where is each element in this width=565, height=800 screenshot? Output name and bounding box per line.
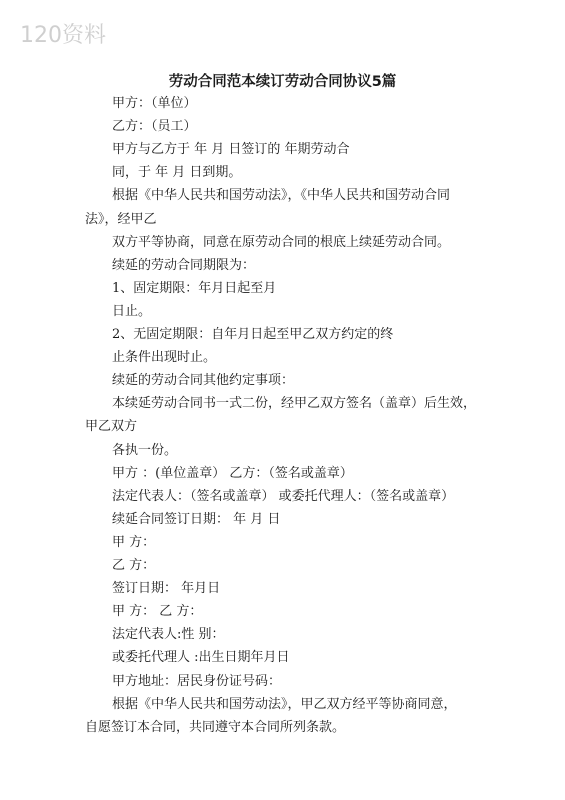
body-line: 续延的劳动合同期限为： <box>112 257 256 273</box>
document-title: 劳动合同范本续订劳动合同协议5篇 <box>168 74 397 90</box>
body-line: 根据《中华人民共和国劳动法》，甲乙双方经平等协商同意， <box>112 696 457 712</box>
body-line: 同，于 年 月 日到期。 <box>112 165 242 181</box>
body-line: 续延的劳动合同其他约定事项： <box>112 373 295 389</box>
body-line: 乙 方： <box>112 558 156 573</box>
body-line: 1、固定期限：年月日起至月 <box>112 280 277 296</box>
body-line: 甲方地址：居民身份证号码： <box>112 673 282 689</box>
body-line: 止条件出现时止。 <box>112 350 217 366</box>
body-line: 法定代表人：（签名或盖章） 或委托代理人：（签名或盖章） <box>112 488 455 504</box>
body-line: 甲方：（单位） <box>112 96 197 111</box>
body-line: 2、无固定期限：自年月日起至甲乙双方约定的终 <box>112 327 394 342</box>
body-line: 乙方：（员工） <box>112 119 197 135</box>
body-line: 法定代表人:性 别： <box>112 627 225 643</box>
body-line: 根据《中华人民共和国劳动法》，《中华人民共和国劳动合同 <box>112 188 451 204</box>
body-line: 法》，经甲乙 <box>85 211 157 227</box>
body-line: 或委托代理人 :出生日期年月日 <box>112 650 290 666</box>
body-line: 日止。 <box>112 303 152 319</box>
body-line: 甲乙双方 <box>85 419 138 435</box>
body-line: 甲方与乙方于 年 月 日签订的 年期劳动合 <box>112 142 350 158</box>
body-line: 自愿签订本合同，共同遵守本合同所列条款。 <box>85 719 346 735</box>
body-line: 甲方 ：(单位盖章） 乙方：（签名或盖章） <box>112 465 353 481</box>
body-line: 甲 方： <box>112 534 156 550</box>
body-line: 双方平等协商，同意在原劳动合同的根底上续延劳动合同。 <box>112 234 451 250</box>
watermark-logo: 120资料 <box>20 23 106 48</box>
body-line: 各执一份。 <box>112 442 178 458</box>
body-line: 甲 方： 乙 方： <box>112 604 203 620</box>
body-line: 本续延劳动合同书一式二份，经甲乙双方签名（盖章）后生效， <box>112 396 477 412</box>
body-line: 续延合同签订日期： 年 月 日 <box>112 511 281 527</box>
body-line: 签订日期： 年月日 <box>112 581 221 597</box>
